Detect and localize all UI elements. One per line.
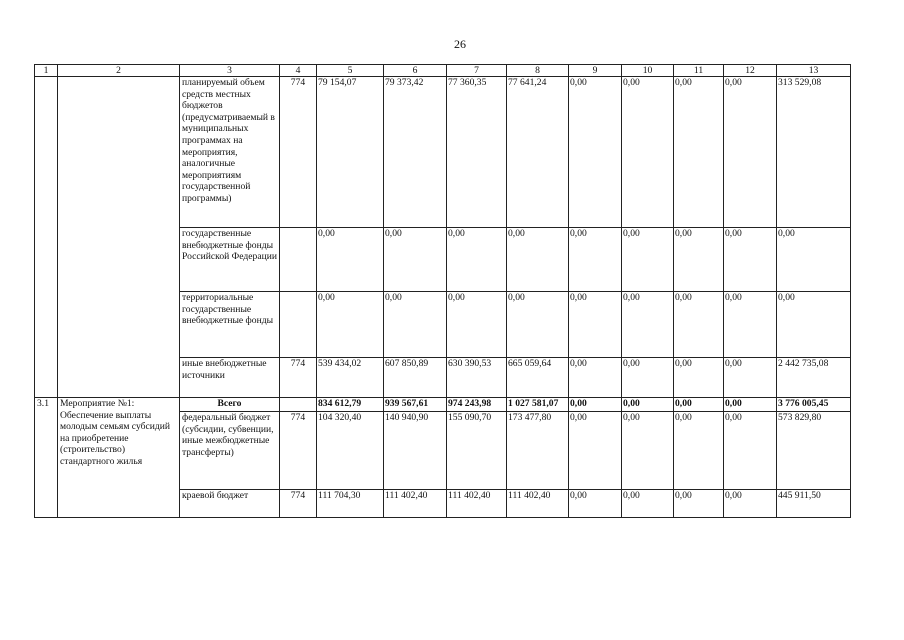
code-cell [280, 398, 317, 412]
value-cell: 0,00 [384, 228, 447, 292]
header-cell: 10 [622, 65, 674, 77]
value-cell: 665 059,64 [507, 358, 569, 398]
total-label: Всего [180, 398, 280, 412]
total-value-cell: 834 612,79 [317, 398, 384, 412]
value-cell: 111 402,40 [507, 490, 569, 518]
empty-cell [58, 77, 180, 398]
value-cell: 313 529,08 [777, 77, 851, 228]
value-cell: 155 090,70 [447, 412, 507, 490]
budget-table [34, 64, 851, 518]
value-cell: 607 850,89 [384, 358, 447, 398]
code-cell [280, 292, 317, 358]
value-cell: 0,00 [724, 292, 777, 358]
header-cell: 3 [180, 65, 280, 77]
header-cell: 11 [674, 65, 724, 77]
code-cell: 774 [280, 490, 317, 518]
value-cell: 0,00 [569, 358, 622, 398]
total-value-cell: 0,00 [724, 398, 777, 412]
value-cell: 630 390,53 [447, 358, 507, 398]
total-value-cell: 1 027 581,07 [507, 398, 569, 412]
value-cell: 0,00 [724, 77, 777, 228]
header-cell: 13 [777, 65, 851, 77]
value-cell: 0,00 [674, 358, 724, 398]
value-cell: 0,00 [724, 490, 777, 518]
value-cell: 173 477,80 [507, 412, 569, 490]
source-cell: федеральный бюджет (субсидии, субвенции, иные межбюджетные трансферты) [180, 412, 280, 490]
code-cell: 774 [280, 412, 317, 490]
code-cell [280, 228, 317, 292]
value-cell: 0,00 [317, 228, 384, 292]
total-value-cell: 974 243,98 [447, 398, 507, 412]
value-cell: 104 320,40 [317, 412, 384, 490]
value-cell: 2 442 735,08 [777, 358, 851, 398]
value-cell: 0,00 [447, 228, 507, 292]
value-cell: 77 641,24 [507, 77, 569, 228]
total-value-cell: 3 776 005,45 [777, 398, 851, 412]
source-cell: государственные внебюджетные фонды Российской Федерации [180, 228, 280, 292]
source-cell: территориальные государственные внебюджетные фонды [180, 292, 280, 358]
header-cell: 8 [507, 65, 569, 77]
total-value-cell: 0,00 [622, 398, 674, 412]
header-cell: 12 [724, 65, 777, 77]
source-cell: планируемый объем средств местных бюджетов (предусматриваемый в муниципальных программах на мероприятия, аналогичные мероприятиям государственной программы) [180, 77, 280, 228]
value-cell: 0,00 [622, 358, 674, 398]
value-cell: 573 829,80 [777, 412, 851, 490]
value-cell: 0,00 [569, 228, 622, 292]
value-cell: 0,00 [674, 228, 724, 292]
source-cell: иные внебюджетные источники [180, 358, 280, 398]
code-cell: 774 [280, 358, 317, 398]
value-cell: 0,00 [674, 490, 724, 518]
value-cell: 111 704,30 [317, 490, 384, 518]
value-cell: 0,00 [622, 228, 674, 292]
total-value-cell: 0,00 [674, 398, 724, 412]
header-cell: 5 [317, 65, 384, 77]
header-cell: 7 [447, 65, 507, 77]
code-cell: 774 [280, 77, 317, 228]
value-cell: 79 373,42 [384, 77, 447, 228]
total-value-cell: 939 567,61 [384, 398, 447, 412]
value-cell: 111 402,40 [384, 490, 447, 518]
value-cell: 0,00 [569, 412, 622, 490]
total-value-cell: 0,00 [569, 398, 622, 412]
header-cell: 2 [58, 65, 180, 77]
value-cell: 0,00 [507, 228, 569, 292]
value-cell: 0,00 [724, 358, 777, 398]
value-cell: 0,00 [622, 77, 674, 228]
header-cell: 6 [384, 65, 447, 77]
value-cell: 539 434,02 [317, 358, 384, 398]
value-cell: 0,00 [622, 412, 674, 490]
value-cell: 0,00 [447, 292, 507, 358]
value-cell: 0,00 [724, 412, 777, 490]
value-cell: 0,00 [622, 292, 674, 358]
value-cell: 0,00 [569, 292, 622, 358]
header-cell: 9 [569, 65, 622, 77]
value-cell: 0,00 [777, 292, 851, 358]
value-cell: 0,00 [569, 490, 622, 518]
value-cell: 0,00 [507, 292, 569, 358]
value-cell: 0,00 [317, 292, 384, 358]
source-cell: краевой бюджет [180, 490, 280, 518]
value-cell: 79 154,07 [317, 77, 384, 228]
header-row [35, 65, 851, 77]
value-cell: 0,00 [384, 292, 447, 358]
value-cell: 111 402,40 [447, 490, 507, 518]
value-cell: 0,00 [569, 77, 622, 228]
value-cell: 140 940,90 [384, 412, 447, 490]
value-cell: 445 911,50 [777, 490, 851, 518]
header-cell: 1 [35, 65, 58, 77]
header-cell: 4 [280, 65, 317, 77]
measure-number: 3.1 [35, 398, 58, 518]
value-cell: 0,00 [674, 292, 724, 358]
measure-name: Мероприятие №1: Обеспечение выплаты молодым семьям субсидий на приобретение (строительство) стандартного жилья [58, 398, 180, 518]
value-cell: 0,00 [622, 490, 674, 518]
empty-cell [35, 77, 58, 398]
page-number: 26 [454, 37, 466, 51]
value-cell: 77 360,35 [447, 77, 507, 228]
total-row [35, 398, 851, 412]
value-cell: 0,00 [674, 412, 724, 490]
value-cell: 0,00 [674, 77, 724, 228]
value-cell: 0,00 [724, 228, 777, 292]
table-row [35, 77, 851, 228]
value-cell: 0,00 [777, 228, 851, 292]
